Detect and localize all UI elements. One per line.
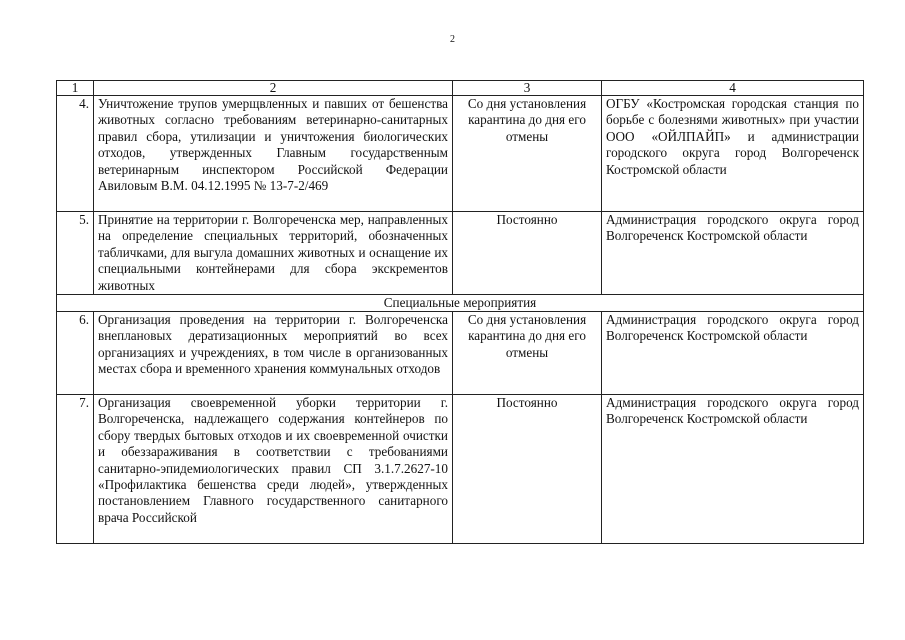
section-row (57, 295, 864, 312)
row-number: 6. (57, 312, 94, 395)
column-number-3: 3 (453, 81, 602, 96)
measure-cell: Организация проведения на территории г. Волгореченска внеплановых дератизационных мероприятий во всех организациях и учреждениях, в том числе в организованных местах сбора и временного хранения коммунальных отходов (94, 312, 453, 395)
term-cell: Со дня установления карантина до дня его отмены (453, 96, 602, 212)
term-cell: Постоянно (453, 395, 602, 544)
measure-cell: Организация своевременной уборки территории г. Волгореченска, надлежащего содержания контейнеров по сбору твердых бытовых отходов и их своевременной очистки и обеззараживания в соответствии с требованиями санитарно-эпидемиологических правил СП 3.1.7.2627-10 «Профилактика бешенства среди людей», утвержденных постановлением Главного государственного санитарного врача Российской (94, 395, 453, 544)
responsible-cell: Администрация городского округа город Волгореченск Костромской области (602, 395, 864, 544)
responsible-cell: Администрация городского округа город Волгореченск Костромской области (602, 312, 864, 395)
measure-cell: Уничтожение трупов умерщвленных и павших от бешенства животных согласно требованиям ветеринарно-санитарных правил сбора, утилизации и уничтожения биологических отходов, утвержденных Главным государственным ветеринарным инспектором Российской Федерации Авиловым В.М. 04.12.1995 № 13-7-2/469 (94, 96, 453, 212)
table-row (57, 212, 864, 295)
column-number-1: 1 (57, 81, 94, 96)
row-number: 4. (57, 96, 94, 212)
table-row (57, 312, 864, 395)
responsible-cell: ОГБУ «Костромская городская станция по борьбе с болезнями животных» при участии ООО «ОЙЛПАЙП» и администрации городского округа город Волгореченск Костромской области (602, 96, 864, 212)
measure-cell: Принятие на территории г. Волгореченска мер, направленных на определение специальных территорий, обозначенных табличками, для выгула домашних животных и оснащение их специальными контейнерами для сбора экскрементов животных (94, 212, 453, 295)
table-row (57, 395, 864, 544)
term-cell: Постоянно (453, 212, 602, 295)
page-number: 2 (450, 34, 455, 45)
row-number: 5. (57, 212, 94, 295)
row-number: 7. (57, 395, 94, 544)
section-title: Специальные мероприятия (57, 295, 864, 312)
responsible-cell: Администрация городского округа город Волгореченск Костромской области (602, 212, 864, 295)
column-number-2: 2 (94, 81, 453, 96)
column-number-4: 4 (602, 81, 864, 96)
column-number-row (57, 81, 864, 96)
measures-table (56, 80, 864, 544)
table-row (57, 96, 864, 212)
term-cell: Со дня установления карантина до дня его отмены (453, 312, 602, 395)
